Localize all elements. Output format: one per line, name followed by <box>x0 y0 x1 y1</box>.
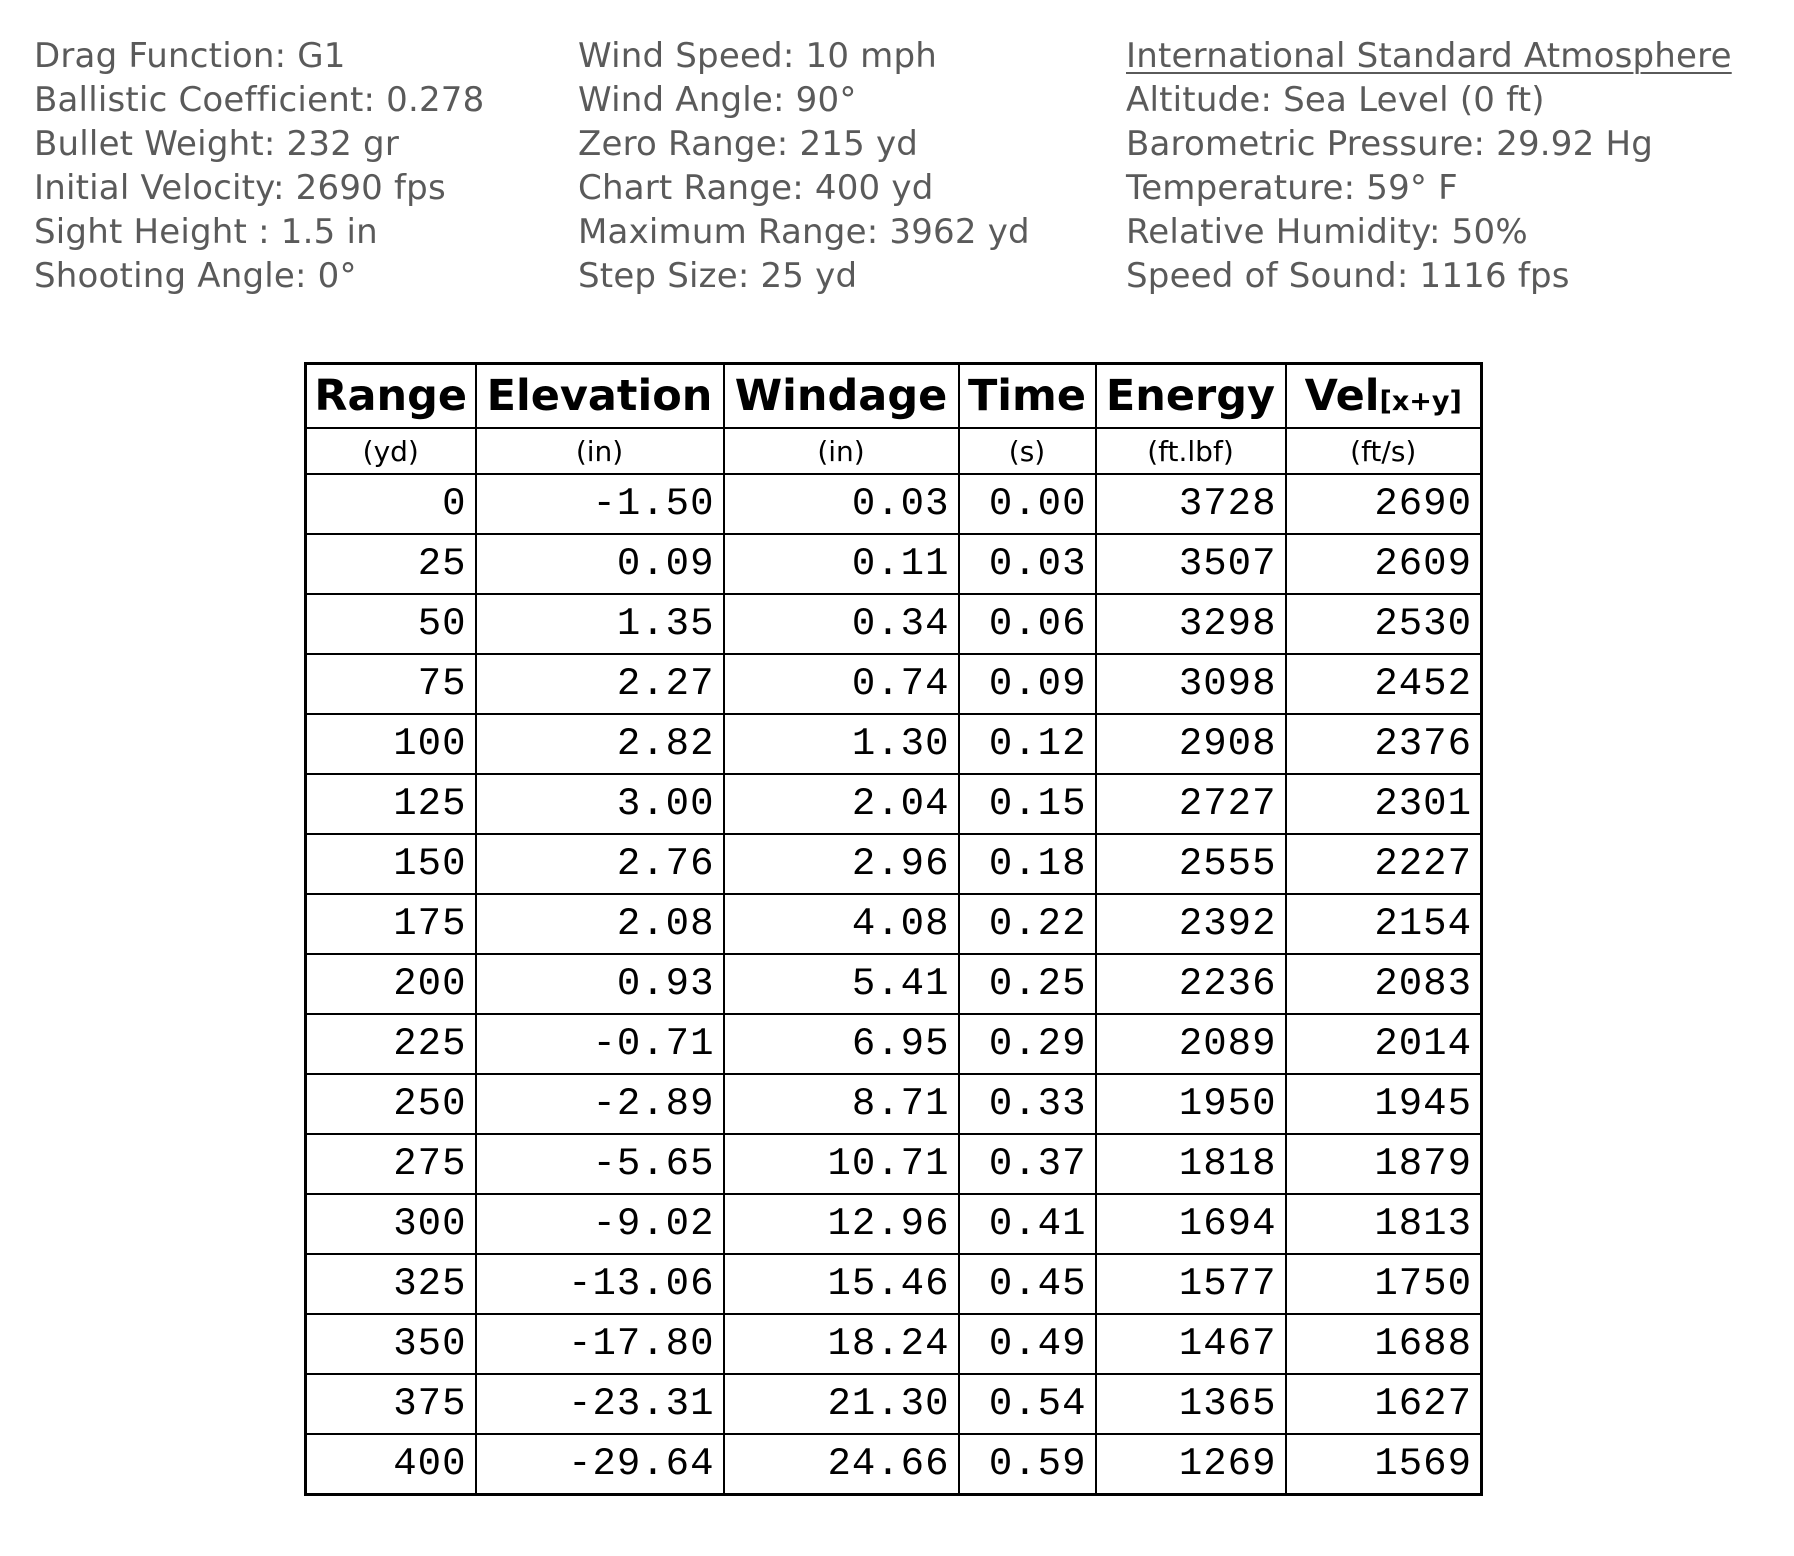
cell-windage: 21.30 <box>724 1374 959 1434</box>
cell-range: 25 <box>306 534 476 594</box>
cell-range: 125 <box>306 774 476 834</box>
header-windage: Windage <box>724 364 959 429</box>
param-zero-range: Zero Range: 215 yd <box>578 124 919 164</box>
cell-range: 400 <box>306 1434 476 1495</box>
cell-elevation: -17.80 <box>476 1314 724 1374</box>
cell-elevation: 2.08 <box>476 894 724 954</box>
cell-time: 0.45 <box>959 1254 1096 1314</box>
cell-time: 0.22 <box>959 894 1096 954</box>
cell-range: 350 <box>306 1314 476 1374</box>
cell-windage: 2.04 <box>724 774 959 834</box>
unit-range: (yd) <box>306 428 476 474</box>
parameters-panel <box>0 34 1794 314</box>
cell-time: 0.41 <box>959 1194 1096 1254</box>
cell-time: 0.33 <box>959 1074 1096 1134</box>
cell-windage: 0.34 <box>724 594 959 654</box>
param-maximum-range: Maximum Range: 3962 yd <box>578 212 1030 252</box>
cell-range: 325 <box>306 1254 476 1314</box>
table-row <box>306 1194 1482 1254</box>
param-barometric-pressure: Barometric Pressure: 29.92 Hg <box>1126 124 1654 164</box>
cell-range: 250 <box>306 1074 476 1134</box>
param-ballistic-coefficient: Ballistic Coefficient: 0.278 <box>34 80 485 120</box>
cell-range: 0 <box>306 474 476 534</box>
cell-windage: 6.95 <box>724 1014 959 1074</box>
cell-velocity: 2227 <box>1286 834 1482 894</box>
cell-range: 175 <box>306 894 476 954</box>
unit-energy: (ft.lbf) <box>1096 428 1286 474</box>
cell-time: 0.18 <box>959 834 1096 894</box>
cell-windage: 5.41 <box>724 954 959 1014</box>
cell-windage: 1.30 <box>724 714 959 774</box>
cell-energy: 2392 <box>1096 894 1286 954</box>
cell-range: 100 <box>306 714 476 774</box>
table-row <box>306 534 1482 594</box>
cell-range: 225 <box>306 1014 476 1074</box>
cell-windage: 18.24 <box>724 1314 959 1374</box>
ballistics-table <box>304 362 1483 1496</box>
header-velocity-label: Vel <box>1304 371 1380 421</box>
cell-velocity: 2690 <box>1286 474 1482 534</box>
cell-elevation: -2.89 <box>476 1074 724 1134</box>
cell-velocity: 2376 <box>1286 714 1482 774</box>
cell-velocity: 1688 <box>1286 1314 1482 1374</box>
param-altitude: Altitude: Sea Level (0 ft) <box>1126 80 1545 120</box>
cell-time: 0.15 <box>959 774 1096 834</box>
param-wind-speed: Wind Speed: 10 mph <box>578 36 938 76</box>
header-elevation: Elevation <box>476 364 724 429</box>
cell-velocity: 2154 <box>1286 894 1482 954</box>
param-wind-angle: Wind Angle: 90° <box>578 80 857 120</box>
cell-energy: 2908 <box>1096 714 1286 774</box>
header-range: Range <box>306 364 476 429</box>
cell-windage: 0.11 <box>724 534 959 594</box>
cell-time: 0.25 <box>959 954 1096 1014</box>
cell-windage: 0.03 <box>724 474 959 534</box>
cell-time: 0.00 <box>959 474 1096 534</box>
cell-time: 0.03 <box>959 534 1096 594</box>
cell-elevation: -29.64 <box>476 1434 724 1495</box>
cell-time: 0.06 <box>959 594 1096 654</box>
cell-elevation: 2.76 <box>476 834 724 894</box>
cell-velocity: 2452 <box>1286 654 1482 714</box>
cell-energy: 1365 <box>1096 1374 1286 1434</box>
cell-energy: 3507 <box>1096 534 1286 594</box>
cell-time: 0.12 <box>959 714 1096 774</box>
cell-range: 150 <box>306 834 476 894</box>
cell-time: 0.54 <box>959 1374 1096 1434</box>
cell-velocity: 2083 <box>1286 954 1482 1014</box>
table-row <box>306 594 1482 654</box>
cell-elevation: 0.09 <box>476 534 724 594</box>
table-row <box>306 894 1482 954</box>
param-temperature: Temperature: 59° F <box>1126 168 1458 208</box>
cell-velocity: 2609 <box>1286 534 1482 594</box>
table-row <box>306 1254 1482 1314</box>
param-step-size: Step Size: 25 yd <box>578 256 858 296</box>
unit-velocity: (ft/s) <box>1286 428 1482 474</box>
cell-elevation: -23.31 <box>476 1374 724 1434</box>
table-row <box>306 474 1482 534</box>
cell-windage: 12.96 <box>724 1194 959 1254</box>
cell-elevation: 2.27 <box>476 654 724 714</box>
cell-velocity: 2301 <box>1286 774 1482 834</box>
cell-energy: 1577 <box>1096 1254 1286 1314</box>
table-body <box>306 474 1482 1495</box>
cell-elevation: 1.35 <box>476 594 724 654</box>
cell-range: 50 <box>306 594 476 654</box>
table-units-row <box>306 428 1482 474</box>
cell-energy: 2555 <box>1096 834 1286 894</box>
cell-windage: 10.71 <box>724 1134 959 1194</box>
cell-windage: 15.46 <box>724 1254 959 1314</box>
cell-range: 75 <box>306 654 476 714</box>
cell-energy: 2727 <box>1096 774 1286 834</box>
cell-energy: 2089 <box>1096 1014 1286 1074</box>
table-row <box>306 714 1482 774</box>
cell-velocity: 1879 <box>1286 1134 1482 1194</box>
cell-windage: 24.66 <box>724 1434 959 1495</box>
atmosphere-heading: International Standard Atmosphere <box>1126 36 1732 76</box>
table-row <box>306 1434 1482 1495</box>
table-row <box>306 1074 1482 1134</box>
cell-energy: 3728 <box>1096 474 1286 534</box>
header-velocity <box>1286 364 1482 429</box>
cell-windage: 2.96 <box>724 834 959 894</box>
param-sight-height: Sight Height : 1.5 in <box>34 212 378 252</box>
param-relative-humidity: Relative Humidity: 50% <box>1126 212 1528 252</box>
table-row <box>306 834 1482 894</box>
cell-elevation: -9.02 <box>476 1194 724 1254</box>
cell-velocity: 1945 <box>1286 1074 1482 1134</box>
table-row <box>306 1314 1482 1374</box>
cell-energy: 1467 <box>1096 1314 1286 1374</box>
table-row <box>306 1134 1482 1194</box>
param-initial-velocity: Initial Velocity: 2690 fps <box>34 168 446 208</box>
cell-velocity: 1813 <box>1286 1194 1482 1254</box>
cell-range: 300 <box>306 1194 476 1254</box>
projectile-parameters <box>34 34 484 298</box>
cell-windage: 0.74 <box>724 654 959 714</box>
table-row <box>306 954 1482 1014</box>
atmosphere-parameters <box>1126 34 1732 298</box>
cell-elevation: -1.50 <box>476 474 724 534</box>
param-bullet-weight: Bullet Weight: 232 gr <box>34 124 400 164</box>
cell-elevation: 2.82 <box>476 714 724 774</box>
cell-elevation: -0.71 <box>476 1014 724 1074</box>
cell-range: 275 <box>306 1134 476 1194</box>
header-energy: Energy <box>1096 364 1286 429</box>
header-time: Time <box>959 364 1096 429</box>
cell-elevation: -13.06 <box>476 1254 724 1314</box>
cell-velocity: 1750 <box>1286 1254 1482 1314</box>
table-row <box>306 1374 1482 1434</box>
cell-elevation: 0.93 <box>476 954 724 1014</box>
cell-windage: 4.08 <box>724 894 959 954</box>
cell-time: 0.09 <box>959 654 1096 714</box>
cell-velocity: 1627 <box>1286 1374 1482 1434</box>
cell-time: 0.37 <box>959 1134 1096 1194</box>
cell-elevation: -5.65 <box>476 1134 724 1194</box>
param-shooting-angle: Shooting Angle: 0° <box>34 256 357 296</box>
cell-range: 200 <box>306 954 476 1014</box>
cell-velocity: 2530 <box>1286 594 1482 654</box>
param-speed-of-sound: Speed of Sound: 1116 fps <box>1126 256 1570 296</box>
cell-energy: 2236 <box>1096 954 1286 1014</box>
cell-energy: 1950 <box>1096 1074 1286 1134</box>
cell-time: 0.59 <box>959 1434 1096 1495</box>
table-row <box>306 774 1482 834</box>
cell-energy: 3098 <box>1096 654 1286 714</box>
cell-energy: 1269 <box>1096 1434 1286 1495</box>
range-wind-parameters <box>578 34 1030 298</box>
table-row <box>306 654 1482 714</box>
cell-elevation: 3.00 <box>476 774 724 834</box>
cell-energy: 1694 <box>1096 1194 1286 1254</box>
header-velocity-subscript: [x+y] <box>1379 386 1462 417</box>
param-chart-range: Chart Range: 400 yd <box>578 168 934 208</box>
cell-velocity: 1569 <box>1286 1434 1482 1495</box>
cell-time: 0.29 <box>959 1014 1096 1074</box>
unit-time: (s) <box>959 428 1096 474</box>
table-row <box>306 1014 1482 1074</box>
cell-windage: 8.71 <box>724 1074 959 1134</box>
unit-windage: (in) <box>724 428 959 474</box>
param-drag-function: Drag Function: G1 <box>34 36 346 76</box>
table-header-row <box>306 364 1482 429</box>
cell-energy: 1818 <box>1096 1134 1286 1194</box>
cell-range: 375 <box>306 1374 476 1434</box>
cell-velocity: 2014 <box>1286 1014 1482 1074</box>
cell-energy: 3298 <box>1096 594 1286 654</box>
cell-time: 0.49 <box>959 1314 1096 1374</box>
unit-elevation: (in) <box>476 428 724 474</box>
